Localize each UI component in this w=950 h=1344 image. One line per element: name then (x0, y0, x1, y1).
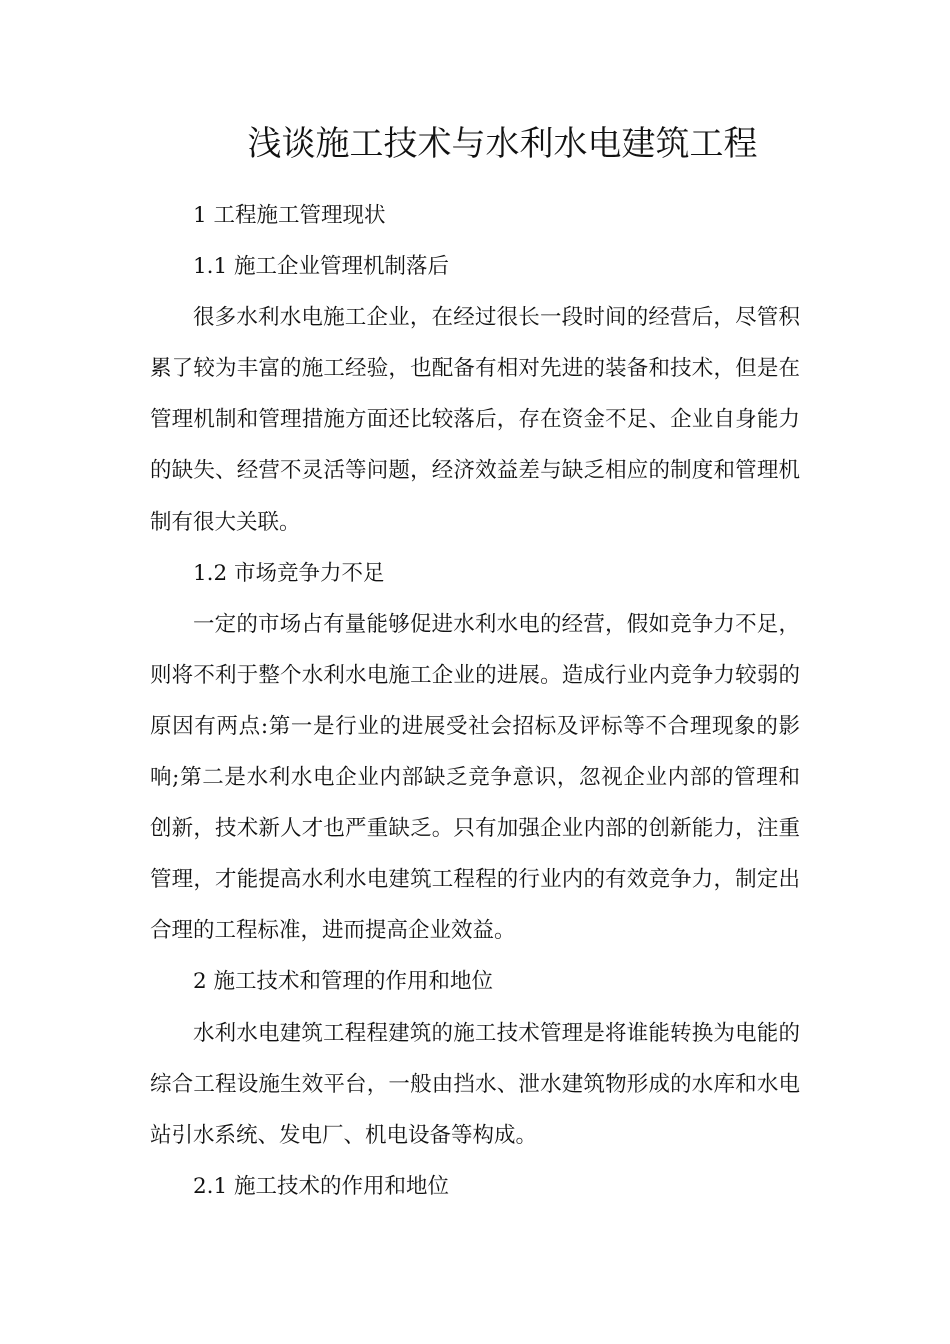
document-title: 浅谈施工技术与水利水电建筑工程 (247, 124, 758, 164)
section-heading-1: 1 工程施工管理现状 (193, 203, 386, 228)
document-body (150, 190, 800, 1212)
paragraph-2: 水利水电建筑工程程建筑的施工技术管理是将谁能转换为电能的综合工程设施生效平台，一般由挡水、泄水建筑物形成的水库和水电站引水系统、发电厂、机电设备等构成。 (150, 1020, 800, 1148)
section-heading-2: 2 施工技术和管理的作用和地位 (193, 969, 494, 995)
section-heading-1-2: 1.2 市场竞争力不足 (193, 560, 385, 586)
section-heading-1-1: 1.1 施工企业管理机制落后 (193, 254, 450, 280)
paragraph-1-2: 一定的市场占有量能够促进水利水电的经营，假如竞争力不足，则将不利于整个水利水电施工企业的进展。造成行业内竞争力较弱的原因有两点:第一是行业的进展受社会招标及评标等不合理现象的影响;第二是水利水电企业内部缺乏竞争意识，忽视企业内部的管理和创新，技术新人才也严重缺乏。只有加强企业内部的创新能力，注重管理，才能提高水利水电建筑工程程的行业内的有效竞争力，制定出合理的工程标准，进而提高企业效益。 (150, 611, 800, 944)
section-heading-2-1: 2.1 施工技术的作用和地位 (193, 1173, 450, 1199)
paragraph-1-1: 很多水利水电施工企业，在经过很长一段时间的经营后，尽管积累了较为丰富的施工经验，也配备有相对先进的装备和技术，但是在管理机制和管理措施方面还比较落后，存在资金不足、企业自身能力的缺失、经营不灵活等问题，经济效益差与缺乏相应的制度和管理机制有很大关联。 (150, 305, 800, 535)
